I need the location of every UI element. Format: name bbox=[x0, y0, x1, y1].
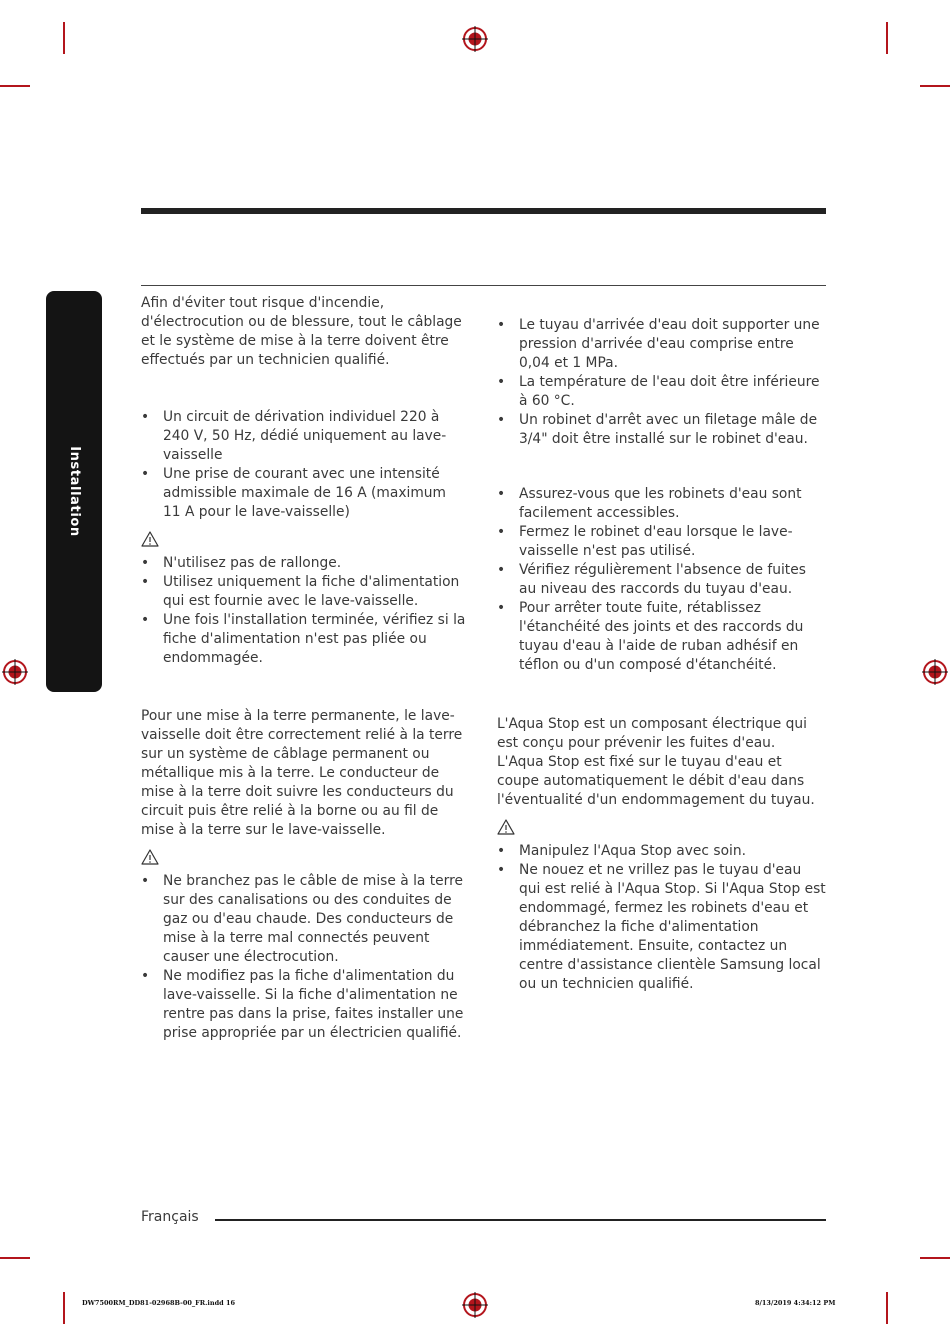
print-slug-file: DW7500RM_DD81-02968B-00_FR.indd 16 bbox=[82, 1299, 235, 1307]
registration-mark-left-icon bbox=[2, 659, 28, 685]
list-item: • Une fois l'installation terminée, vérifiez si la fiche d'alimentation n'est pas pliée ou endommagée. bbox=[141, 612, 466, 666]
crop-mark-top-right bbox=[886, 22, 888, 54]
list-item: • Ne branchez pas le câble de mise à la terre sur des canalisations ou des conduites de gaz ou d'eau chaude. Des conducteurs de mise à la terre mal connectés peuvent causer une électrocution. bbox=[141, 873, 463, 965]
list-item: • Pour arrêter toute fuite, rétablissez l'étanchéité des joints et des raccords du tuyau d'eau à l'aide de ruban adhésif en téflon ou d'un composé d'étanchéité. bbox=[497, 600, 804, 673]
intro-text: Afin d'éviter tout risque d'incendie, d'électrocution ou de blessure, tout le câblage et le système de mise à la terre doivent être effectués par un technicien qualifié. bbox=[141, 295, 462, 368]
warning-icon bbox=[141, 849, 159, 865]
header-thin-rule bbox=[141, 285, 826, 286]
side-tab bbox=[46, 291, 102, 692]
list-item: • Ne modifiez pas la fiche d'alimentation du lave-vaisselle. Si la fiche d'alimentation ne rentre pas dans la prise, faites installer une prise appropriée par un électricien qualifié. bbox=[141, 968, 464, 1041]
registration-mark-bottom-icon bbox=[462, 1292, 488, 1318]
header-thick-rule bbox=[141, 208, 826, 214]
electrical-requirements-list bbox=[141, 408, 466, 522]
warning-icon bbox=[497, 819, 515, 835]
aqua-stop-cautions-list bbox=[497, 842, 826, 994]
crop-mark-right-top bbox=[920, 85, 950, 87]
intro-paragraph bbox=[141, 294, 466, 370]
crop-mark-right-bottom bbox=[920, 1257, 950, 1259]
list-item: • Utilisez uniquement la fiche d'alimentation qui est fournie avec le lave-vaisselle. bbox=[141, 574, 460, 609]
water-requirements-list bbox=[497, 316, 826, 449]
list-item: • Une prise de courant avec une intensité admissible maximale de 16 A (maximum 11 A pour le lave-vaisselle) bbox=[141, 466, 446, 520]
list-item: • Ne nouez et ne vrillez pas le tuyau d'eau qui est relié à l'Aqua Stop. Si l'Aqua Stop est endommagé, fermez les robinets d'eau et débranchez la fiche d'alimentation immédiatement. Ensuite, contactez un centre d'assistance clientèle Samsung local ou un technicien qualifié. bbox=[497, 862, 826, 992]
grounding-cautions-list bbox=[141, 872, 466, 1043]
crop-mark-bottom-left bbox=[63, 1292, 65, 1324]
footer-language: Français bbox=[141, 1209, 199, 1225]
list-item: • Un circuit de dérivation individuel 220 à 240 V, 50 Hz, dédié uniquement au lave-vaisselle bbox=[141, 409, 447, 463]
grounding-paragraph bbox=[141, 707, 466, 840]
print-slug-date: 8/13/2019 4:34:12 PM bbox=[755, 1299, 836, 1307]
side-tab-label: Installation bbox=[66, 446, 82, 537]
water-precautions-list bbox=[497, 485, 826, 675]
list-item: • Manipulez l'Aqua Stop avec soin. bbox=[497, 843, 746, 859]
list-item: • Assurez-vous que les robinets d'eau sont facilement accessibles. bbox=[497, 486, 802, 521]
warning-icon bbox=[141, 531, 159, 547]
list-item: • Le tuyau d'arrivée d'eau doit supporter une pression d'arrivée d'eau comprise entre 0,04 et 1 MPa. bbox=[497, 317, 820, 371]
aqua-stop-paragraph bbox=[497, 715, 826, 810]
crop-mark-top-left bbox=[63, 22, 65, 54]
power-cautions-list bbox=[141, 554, 466, 668]
list-item: • N'utilisez pas de rallonge. bbox=[141, 555, 342, 571]
registration-mark-right-icon bbox=[922, 659, 948, 685]
list-item: • Fermez le robinet d'eau lorsque le lave-vaisselle n'est pas utilisé. bbox=[497, 524, 793, 559]
list-item: • Vérifiez régulièrement l'absence de fuites au niveau des raccords du tuyau d'eau. bbox=[497, 562, 806, 597]
list-item: • Un robinet d'arrêt avec un filetage mâle de 3/4" doit être installé sur le robinet d'eau. bbox=[497, 412, 818, 447]
crop-mark-left-top bbox=[0, 85, 30, 87]
registration-mark-top-icon bbox=[462, 26, 488, 52]
aqua-stop-text: L'Aqua Stop est un composant électrique qui est conçu pour prévenir les fuites d'eau. L'Aqua Stop est fixé sur le tuyau d'eau et coupe automatiquement le débit d'eau dans l'éventualité d'un endommagement du tuyau. bbox=[497, 716, 815, 808]
crop-mark-left-bottom bbox=[0, 1257, 30, 1259]
footer-rule bbox=[215, 1219, 826, 1221]
grounding-text: Pour une mise à la terre permanente, le lave-vaisselle doit être correctement relié à la terre sur un système de câblage permanent ou métallique mis à la terre. Le conducteur de mise à la terre doit suivre les conducteurs du circuit puis être relié à la borne ou au fil de mise à la terre sur le lave-vaisselle. bbox=[141, 708, 463, 838]
list-item: • La température de l'eau doit être inférieure à 60 °C. bbox=[497, 374, 820, 409]
crop-mark-bottom-right bbox=[886, 1292, 888, 1324]
